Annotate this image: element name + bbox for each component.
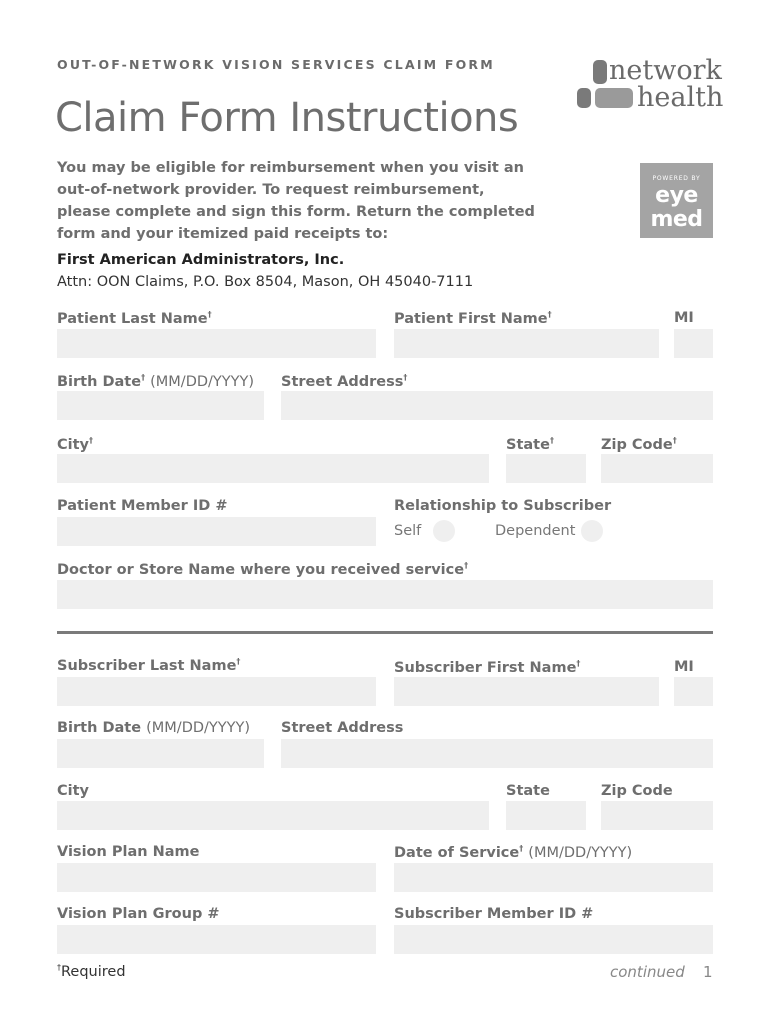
doctor-store-field[interactable] bbox=[57, 580, 713, 609]
intro-paragraph: You may be eligible for reimbursement when you visit an out-of-network provider. To request reimbursement, please complete and sign this form. Return the completed form and your itemized paid receipts to: bbox=[57, 160, 535, 242]
patient-last-name-label: Patient Last Name† bbox=[57, 310, 212, 327]
patient-last-name-field[interactable] bbox=[57, 329, 376, 358]
relationship-label: Relationship to Subscriber bbox=[394, 498, 612, 514]
section-divider bbox=[57, 631, 713, 634]
subscriber-street-label: Street Address bbox=[281, 720, 404, 736]
vision-plan-name-label: Vision Plan Name bbox=[57, 844, 200, 860]
patient-first-name-label: Patient First Name† bbox=[394, 310, 552, 327]
eyemed-word-med: med bbox=[650, 207, 703, 232]
patient-member-id-field[interactable] bbox=[57, 517, 376, 546]
subscriber-mi-label: MI bbox=[674, 659, 694, 675]
patient-first-name-field[interactable] bbox=[394, 329, 659, 358]
required-note: †Required bbox=[57, 963, 126, 980]
page-title: Claim Form Instructions bbox=[55, 95, 519, 141]
patient-zip-label: Zip Code† bbox=[601, 436, 677, 453]
network-health-logo bbox=[577, 55, 724, 114]
patient-state-field[interactable] bbox=[506, 454, 586, 483]
logo-word-health: health bbox=[637, 82, 724, 113]
address-name: First American Administrators, Inc. bbox=[57, 252, 345, 268]
patient-street-label: Street Address† bbox=[281, 373, 408, 390]
patient-member-id-label: Patient Member ID # bbox=[57, 498, 228, 514]
self-radio[interactable] bbox=[433, 520, 455, 542]
subscriber-mi-field[interactable] bbox=[674, 677, 713, 706]
patient-state-label: State† bbox=[506, 436, 554, 453]
subscriber-zip-label: Zip Code bbox=[601, 783, 673, 799]
subscriber-member-id-label: Subscriber Member ID # bbox=[394, 906, 594, 922]
patient-zip-field[interactable] bbox=[601, 454, 713, 483]
vision-plan-group-label: Vision Plan Group # bbox=[57, 906, 220, 922]
eyemed-logo bbox=[640, 163, 713, 238]
form-eyebrow: OUT-OF-NETWORK VISION SERVICES CLAIM FORM bbox=[57, 57, 495, 72]
patient-birth-date-label: Birth Date† (MM/DD/YYYY) bbox=[57, 373, 254, 390]
patient-city-label: City† bbox=[57, 436, 93, 453]
subscriber-last-name-field[interactable] bbox=[57, 677, 376, 706]
doctor-store-label: Doctor or Store Name where you received service† bbox=[57, 561, 469, 578]
powered-by-label: POWERED BY bbox=[652, 175, 701, 182]
patient-street-field[interactable] bbox=[281, 391, 713, 420]
subscriber-state-label: State bbox=[506, 783, 550, 799]
vision-plan-group-field[interactable] bbox=[57, 925, 376, 954]
patient-city-field[interactable] bbox=[57, 454, 489, 483]
date-of-service-label: Date of Service† (MM/DD/YYYY) bbox=[394, 844, 633, 861]
patient-mi-field[interactable] bbox=[674, 329, 713, 358]
subscriber-birth-date-field[interactable] bbox=[57, 739, 264, 768]
subscriber-birth-date-label: Birth Date (MM/DD/YYYY) bbox=[57, 720, 250, 736]
patient-mi-label: MI bbox=[674, 310, 694, 326]
subscriber-last-name-label: Subscriber Last Name† bbox=[57, 657, 241, 674]
logo-word-network: network bbox=[609, 55, 722, 86]
subscriber-first-name-label: Subscriber First Name† bbox=[394, 659, 581, 676]
dependent-option-label: Dependent bbox=[495, 523, 576, 539]
subscriber-city-label: City bbox=[57, 783, 89, 799]
continued-note: continued bbox=[610, 963, 685, 981]
subscriber-first-name-field[interactable] bbox=[394, 677, 659, 706]
patient-birth-date-field[interactable] bbox=[57, 391, 264, 420]
self-option-label: Self bbox=[394, 523, 422, 539]
subscriber-state-field[interactable] bbox=[506, 801, 586, 830]
vision-plan-name-field[interactable] bbox=[57, 863, 376, 892]
address-line: Attn: OON Claims, P.O. Box 8504, Mason, OH 45040-7111 bbox=[57, 274, 474, 290]
subscriber-street-field[interactable] bbox=[281, 739, 713, 768]
eyemed-word-eye: eye bbox=[655, 183, 698, 208]
page-number: 1 bbox=[703, 963, 713, 981]
subscriber-zip-field[interactable] bbox=[601, 801, 713, 830]
date-of-service-field[interactable] bbox=[394, 863, 713, 892]
subscriber-member-id-field[interactable] bbox=[394, 925, 713, 954]
subscriber-city-field[interactable] bbox=[57, 801, 489, 830]
dependent-radio[interactable] bbox=[581, 520, 603, 542]
